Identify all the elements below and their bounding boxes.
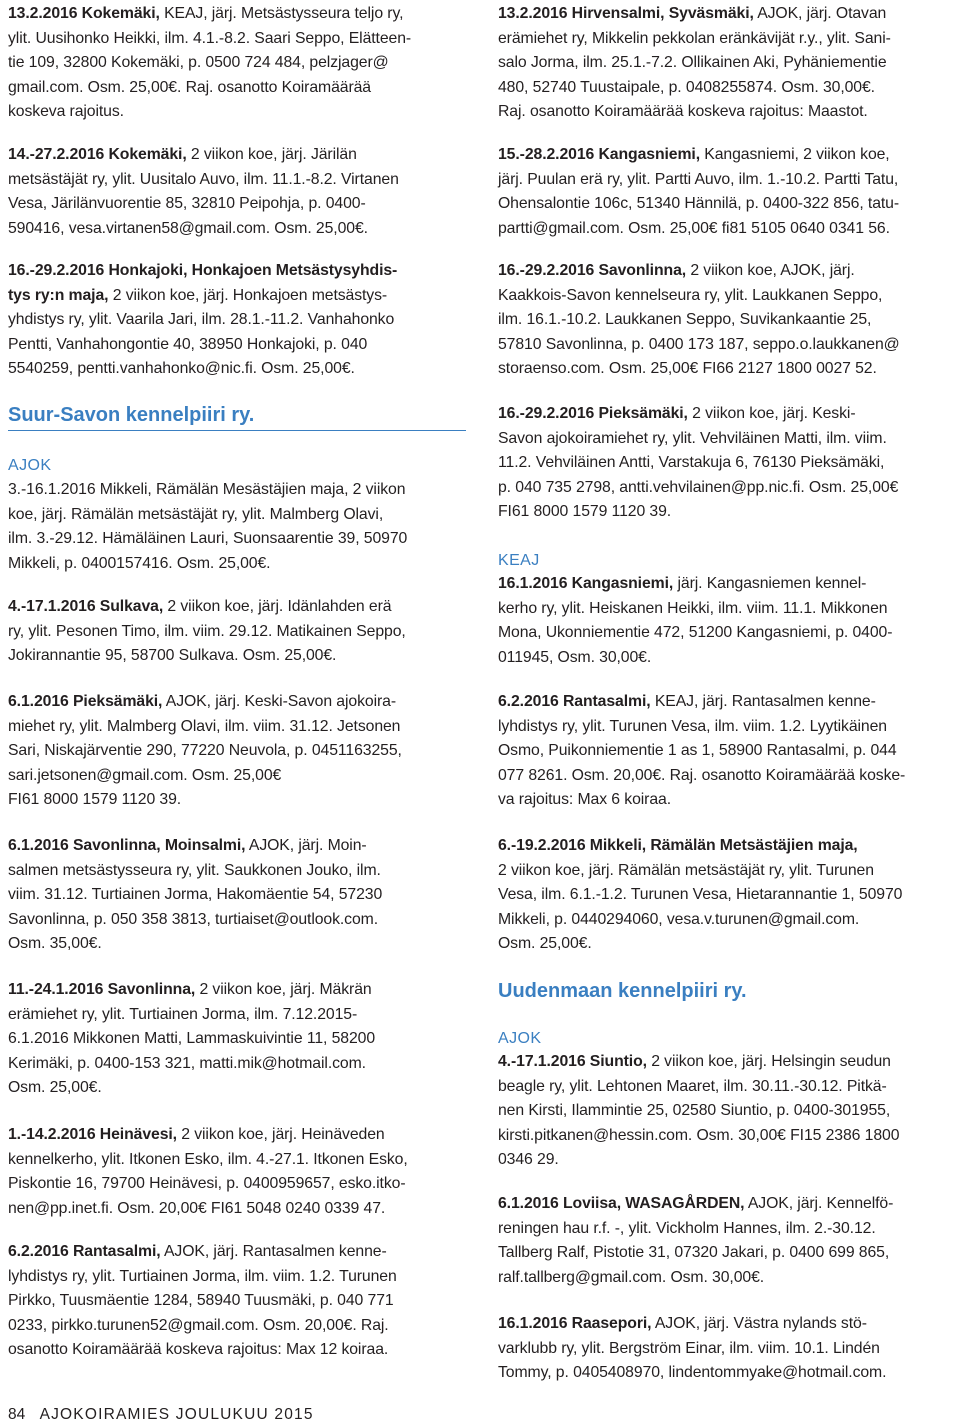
entry-line [8,1289,470,1314]
entry-text: Vesa, ilm. 6.1.-1.2. Turunen Vesa, Hietarannantie 1, 50970 [498,886,903,904]
entry-heading: 11.-24.1.2016 Savonlinna, [8,981,196,998]
entry-text: Osm. 25,00€. [8,1079,102,1097]
entry-line [8,27,470,52]
entry-line [498,284,960,309]
entry-heading: 16.-29.2.2016 Pieksämäki, [498,405,688,422]
entry-line [8,908,470,933]
entry-text: ylit. Uusihonko Heikki, ilm. 4.1.-8.2. Saari Seppo, Elätteen- [8,29,412,47]
entry-line [8,552,470,577]
entry-text: 5540259, pentti.vanhahonko@nic.fi. Osm. 25,00€. [8,360,355,378]
entry-line [498,646,960,671]
entry-heading: 6.1.2016 Savonlinna, Moinsalmi, [8,837,246,854]
entry-line [8,644,470,669]
entry-line [498,143,960,168]
entry-line [8,2,470,27]
entry-heading: 13.2.2016 Kokemäki, [8,5,160,22]
listing-entry [498,143,960,241]
entry-text: Mikkeli, p. 0440294060, vesa.v.turunen@gmail.com. [498,910,860,928]
entry-line [498,1124,960,1149]
listing-entry [8,478,470,576]
entry-heading: 15.-28.2.2016 Kangasniemi, [498,146,700,163]
entry-line [8,1148,470,1173]
entry-line [498,27,960,52]
entry-heading: 14.-27.2.2016 Kokemäki, [8,146,187,163]
entry-text: 6.1.2016 Mikkonen Matti, Lammaskuivintie 11, 58200 [8,1030,376,1048]
entry-line [8,620,470,645]
entry-line [498,908,960,933]
entry-line [498,1148,960,1173]
section-title-uusimaa: Uudenmaan kennelpiiri ry. [498,980,747,1002]
entry-text: 590416, vesa.virtanen58@gmail.com. Osm. 25,00€. [8,219,368,237]
entry-text: metsästäjät ry, ylit. Uusitalo Auvo, ilm. 11.1.-8.2. Virtanen [8,170,399,188]
entry-line [8,1123,470,1148]
entry-heading: 4.-17.1.2016 Sulkava, [8,598,164,615]
entry-heading: 6.-19.2.2016 Mikkeli, Rämälän Metsästäjien maja, [498,837,858,854]
entry-line [498,500,960,525]
entry-heading: 6.1.2016 Pieksämäki, [8,693,163,710]
entry-text: koskeva rajoitus. [8,103,124,121]
entry-text: AJOK, järj. Västra nylands stö- [651,1315,867,1332]
entry-text: tie 109, 32800 Kokemäki, p. 0500 724 484, pelzjager@ [8,54,389,72]
listing-entry [8,1240,470,1363]
entry-text: yhdistys ry, ylit. Vaarila Jari, ilm. 28.1.-11.2. Vanhahonko [8,311,395,329]
entry-line [498,788,960,813]
entry-line [498,451,960,476]
entry-heading: 16.1.2016 Raasepori, [498,1315,652,1332]
entry-text: KEAJ, järj. Metsästysseura teljo ry, [159,5,404,22]
entry-line [8,978,470,1003]
entry-line [498,192,960,217]
entry-text: reningen hau r.f. -, ylit. Vickholm Hannes, ilm. 2.-30.12. [498,1219,876,1237]
entry-text: Mona, Ukonniementie 472, 51200 Kangasniemi, p. 0400- [498,624,893,642]
entry-text: AJOK, järj. Rantasalmen kenne- [160,1243,387,1260]
entry-line [8,883,470,908]
entry-line [498,597,960,622]
entry-text: 2 viikon koe, järj. Mäkrän [195,981,372,998]
entry-line [8,527,470,552]
subhead-keaj: KEAJ [498,552,540,569]
entry-line [8,1172,470,1197]
entry-text: salmen metsästysseura ry, ylit. Saukkonen Jouko, ilm. [8,861,381,879]
entry-text: ilm. 3.-29.12. Hämäläinen Lauri, Suonsaarentie 39, 50970 [8,530,408,548]
entry-text: erämiehet ry, ylit. Turtiainen Jorma, ilm. 7.12.2015- [8,1005,358,1023]
subhead-ajok: AJOK [8,457,52,474]
entry-text: 57810 Savonlinna, p. 0400 173 187, seppo.o.laukkanen@ [498,335,900,353]
entry-line [8,76,470,101]
entry-text: AJOK, järj. Keski-Savon ajokoira- [162,693,396,710]
entry-text: 2 viikon koe, järj. Idänlahden erä [163,598,392,615]
entry-text: Raj. osanotto Koiramäärää koskeva rajoitus: Maastot. [498,103,868,121]
listing-entry [498,1050,960,1173]
entry-line [498,1099,960,1124]
entry-text: FI61 8000 1579 1120 39. [8,791,182,809]
entry-line [8,478,470,503]
entry-text: Ohensalontie 106c, 51340 Hännilä, p. 0400-322 856, tatu- [498,195,900,213]
entry-text: Piskontie 16, 79700 Heinävesi, p. 0400959657, esko.itko- [8,1175,406,1193]
entry-line [498,476,960,501]
entry-line [8,1076,470,1101]
entry-text: salo Jorma, ilm. 25.1.-7.2. Ollikainen Aki, Pyhäniementie [498,54,887,72]
entry-line [498,739,960,764]
entry-line [498,76,960,101]
entry-line [8,1003,470,1028]
entry-text: Savon ajokoiramiehet ry, ylit. Vehviläinen Matti, ilm. viim. [498,429,887,447]
entry-line [498,100,960,125]
entry-line [8,357,470,382]
entry-text: järj. Kangasniemen kennel- [673,575,867,592]
entry-text: osanotto Koiramäärää koskeva rajoitus: Max 12 koiraa. [8,1341,389,1359]
entry-line [498,1361,960,1386]
entry-text: kirsti.pitkanen@hessin.com. Osm. 30,00€ FI15 2386 1800 [498,1126,900,1144]
entry-line [498,259,960,284]
entry-heading: 1.-14.2.2016 Heinävesi, [8,1126,177,1143]
entry-text: viim. 31.12. Turtiainen Jorma, Hakomäentie 54, 57230 [8,886,383,904]
entry-text: sari.jetsonen@gmail.com. Osm. 25,00€ [8,766,282,784]
entry-text: FI61 8000 1579 1120 39. [498,503,672,521]
entry-heading: 6.1.2016 Loviisa, WASAGÅRDEN, [498,1195,745,1212]
entry-text: Jokirannantie 95, 58700 Sulkava. Osm. 25,00€. [8,647,337,665]
entry-text: Kaakkois-Savon kennelseura ry, ylit. Laukkanen Seppo, [498,286,883,304]
listing-entry [498,1312,960,1386]
entry-line [8,739,470,764]
entry-text: 2 viikon koe, AJOK, järj. [686,262,855,279]
entry-line [498,859,960,884]
entry-line [498,834,960,859]
listing-entry [8,1123,470,1221]
entry-line [498,2,960,27]
entry-heading: 16.-29.2.2016 Savonlinna, [498,262,687,279]
entry-text: Tallberg Ralf, Pistotie 31, 07320 Jakari, p. 0400 699 865, [498,1244,890,1262]
entry-text: Kerimäki, p. 0400-153 321, matti.mik@hotmail.com. [8,1054,366,1072]
entry-text: 3.-16.1.2016 Mikkeli, Rämälän Mesästäjien maja, 2 viikon [8,481,406,498]
listing-entry [498,1192,960,1290]
entry-line [8,788,470,813]
entry-line [498,883,960,908]
entry-heading: 13.2.2016 Hirvensalmi, Syväsmäki, [498,5,754,22]
entry-text: gmail.com. Osm. 25,00€. Raj. osanotto Koiramäärää [8,78,371,96]
entry-heading: 6.2.2016 Rantasalmi, [498,693,651,710]
listing-entry [498,572,960,670]
entry-text: Vesa, Järilänvuorentie 85, 32810 Peipohja, p. 0400- [8,195,366,213]
entry-text: 0233, pirkko.turunen52@gmail.com. Osm. 20,00€. Raj. [8,1316,389,1334]
entry-text: 2 viikon koe, järj. Heinäveden [176,1126,385,1143]
entry-heading: 6.2.2016 Rantasalmi, [8,1243,161,1260]
entry-line [8,100,470,125]
entry-text: va rajoitus: Max 6 koiraa. [498,791,671,809]
entry-line [498,1337,960,1362]
entry-text: koe, järj. Rämälän metsästäjät ry, ylit. Malmberg Olavi, [8,505,384,523]
entry-line [498,1050,960,1075]
listing-entry [498,259,960,382]
entry-line [8,1027,470,1052]
entry-text: beagle ry, ylit. Lehtonen Maaret, ilm. 30.11.-30.12. Pitkä- [498,1077,887,1095]
subhead-ajok: AJOK [498,1030,542,1047]
entry-line [498,764,960,789]
listing-entry [498,2,960,125]
entry-line [498,402,960,427]
entry-line [498,51,960,76]
listing-entry [498,690,960,813]
entry-line [8,715,470,740]
listing-entry [8,595,470,669]
magazine-name: AJOKOIRAMIES JOULUKUU 2015 [39,1406,314,1423]
entry-line [8,259,470,284]
entry-text: Savonlinna, p. 050 358 3813, turtiaiset@outlook.com. [8,910,379,928]
listing-entry [8,834,470,957]
listing-entry [8,259,470,382]
entry-text: järj. Puulan erä ry, ylit. Partti Auvo, ilm. 1.-10.2. Partti Tatu, [498,170,899,188]
entry-text: ry, ylit. Pesonen Timo, ilm. viim. 29.12. Matikainen Seppo, [8,622,406,640]
entry-text: Tommy, p. 0405408970, lindentommyake@hotmail.com. [498,1364,887,1382]
entry-text: nen@pp.inet.fi. Osm. 20,00€ FI61 5048 0240 0339 47. [8,1199,386,1217]
entry-text: 2 viikon koe, järj. Järilän [186,146,357,163]
entry-line [8,51,470,76]
entry-text: 0346 29. [498,1151,559,1169]
entry-text: miehet ry, ylit. Malmberg Olavi, ilm. viim. 31.12. Jetsonen [8,717,401,735]
entry-text: 077 8261. Osm. 20,00€. Raj. osanotto Koiramäärää koske- [498,766,906,784]
page-footer [8,1405,314,1425]
entry-text: Pentti, Vanhahongontie 40, 38950 Honkajoki, p. 040 [8,335,368,353]
entry-line [498,168,960,193]
entry-line [498,715,960,740]
entry-line [498,1075,960,1100]
entry-line [498,357,960,382]
entry-line [8,168,470,193]
entry-line [8,595,470,620]
entry-line [8,308,470,333]
entry-text: 11.2. Vehviläinen Antti, Varstakuja 6, 76130 Pieksämäki, [498,454,885,472]
entry-text: ilm. 16.1.-10.2. Laukkanen Seppo, Suvikankaantie 25, [498,311,872,329]
listing-entry [8,143,470,241]
entry-text: 2 viikon koe, järj. Rämälän metsästäjät ry, ylit. Turunen [498,861,874,879]
entry-text: lyhdistys ry, ylit. Turunen Vesa, ilm. viim. 1.2. Lyytikäinen [498,717,887,735]
entry-text: Sari, Niskajärventie 290, 77220 Neuvola, p. 0451163255, [8,742,402,760]
entry-text: erämiehet ry, Mikkelin pekkolan eränkävijät r.y., ylit. Sani- [498,29,891,47]
entry-line [498,1266,960,1291]
entry-line [498,690,960,715]
entry-line [498,1192,960,1217]
entry-heading: 4.-17.1.2016 Siuntio, [498,1053,647,1070]
listing-entry [498,402,960,525]
entry-line [8,333,470,358]
entry-text: varklubb ry, ylit. Bergström Einar, ilm. viim. 10.1. Lindén [498,1339,880,1357]
entry-heading: tys ry:n maja, [8,286,109,304]
entry-line [8,143,470,168]
entry-text: p. 040 735 2798, antti.vehvilainen@pp.nic.fi. Osm. 25,00€ [498,478,899,496]
entry-text: nen Kirsti, Ilammintie 25, 02580 Siuntio, p. 0400-301955, [498,1102,891,1120]
entry-text: AJOK, järj. Otavan [753,5,887,22]
entry-text: 2 viikon koe, järj. Honkajoen metsästys- [108,286,388,304]
entry-text: Osm. 25,00€. [498,935,592,953]
entry-text: Kangasniemi, 2 viikon koe, [700,146,890,163]
entry-text: kerho ry, ylit. Heiskanen Heikki, ilm. viim. 11.1. Mikkonen [498,599,888,617]
entry-line [498,621,960,646]
entry-line [8,192,470,217]
entry-text: Osmo, Puikonniementie 1 as 1, 58900 Rantasalmi, p. 044 [498,742,897,760]
entry-line [8,834,470,859]
entry-line [8,690,470,715]
entry-line [498,572,960,597]
entry-text: Osm. 35,00€. [8,935,102,953]
entry-line [8,1052,470,1077]
entry-text: AJOK, järj. Kennelfö- [744,1195,894,1212]
entry-line [8,1338,470,1363]
listing-entry [8,690,470,813]
entry-text: AJOK, järj. Moin- [245,837,367,854]
entry-line [8,764,470,789]
entry-text: KEAJ, järj. Rantasalmen kenne- [650,693,876,710]
entry-text: kennelkerho, ylit. Itkonen Esko, ilm. 4.-27.1. Itkonen Esko, [8,1150,408,1168]
entry-line [498,1217,960,1242]
entry-text: lyhdistys ry, ylit. Turtiainen Jorma, ilm. viim. 1.2. Turunen [8,1267,397,1285]
entry-line [8,1265,470,1290]
entry-line [498,427,960,452]
entry-line [8,1240,470,1265]
entry-line [498,1241,960,1266]
entry-line [498,333,960,358]
entry-line [8,859,470,884]
entry-line [8,932,470,957]
entry-line [8,503,470,528]
entry-text: partti@gmail.com. Osm. 25,00€ fi81 5105 0640 0341 56. [498,219,890,237]
entry-text: Mikkeli, p. 0400157416. Osm. 25,00€. [8,554,271,572]
entry-text: ralf.tallberg@gmail.com. Osm. 30,00€. [498,1268,765,1286]
listing-entry [498,834,960,957]
entry-text: 2 viikon koe, järj. Keski- [687,405,856,422]
entry-line [498,932,960,957]
entry-line [8,1314,470,1339]
section-title-suur-savo: Suur-Savon kennelpiiri ry. [8,402,466,431]
entry-line [498,217,960,242]
entry-text: 2 viikon koe, järj. Helsingin seudun [646,1053,891,1070]
page-number: 84 [8,1406,26,1423]
entry-text: 011945, Osm. 30,00€. [498,648,652,666]
entry-line [498,308,960,333]
listing-entry [8,2,470,125]
entry-line [498,1312,960,1337]
entry-line [8,1197,470,1222]
listing-entry [8,978,470,1101]
entry-line [8,217,470,242]
entry-text: 480, 52740 Tuustaipale, p. 0408255874. Osm. 30,00€. [498,78,875,96]
entry-heading: 16.-29.2.2016 Honkajoki, Honkajoen Metsästysyhdis- [8,262,398,279]
entry-heading: 16.1.2016 Kangasniemi, [498,575,674,592]
entry-text: storaenso.com. Osm. 25,00€ FI66 2127 1800 0027 52. [498,360,877,378]
entry-line [8,284,470,309]
entry-text: Pirkko, Tuusmäentie 1284, 58940 Tuusmäki, p. 040 771 [8,1292,394,1310]
